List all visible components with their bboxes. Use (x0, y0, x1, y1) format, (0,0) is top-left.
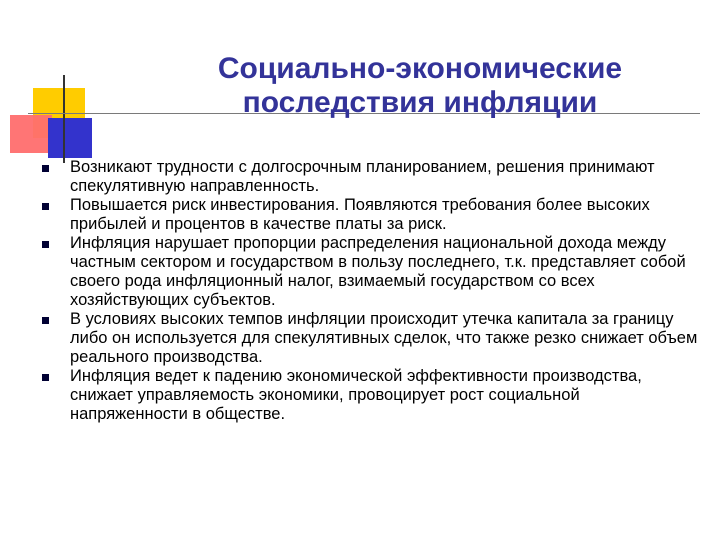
square-bullet-icon (42, 203, 49, 210)
square-bullet-icon (42, 317, 49, 324)
slide-title (150, 52, 690, 120)
bullet-text: Повышается риск инвестирования. Появляются требования более высоких прибылей и процентов в качестве платы за риск. (70, 196, 650, 233)
decorative-blue-square (48, 118, 92, 158)
bullet-item (0, 158, 720, 196)
bullet-item (0, 196, 720, 234)
decorative-red-square (10, 115, 52, 153)
bullet-list (0, 158, 720, 424)
bullet-item (0, 234, 720, 310)
bullet-item (0, 310, 720, 367)
bullet-text: Инфляция ведет к падению экономической эффективности производства, снижает управляемость экономики, провоцирует рост социальной напряженности в обществе. (70, 367, 642, 423)
slide-title-line-1: Социально-экономические (217, 52, 623, 85)
slide-title-line-2: последствия инфляции (242, 86, 598, 119)
decorative-vertical-line (63, 75, 65, 163)
square-bullet-icon (42, 241, 49, 248)
square-bullet-icon (42, 374, 49, 381)
bullet-text: Инфляция нарушает пропорции распределения национальной дохода между частным сектором и государством в пользу последнего, т.к. представляет собой своего рода инфляционный налог, взимаемый государством со всех хозяйствующих субъектов. (70, 234, 686, 309)
bullet-item (0, 367, 720, 424)
bullet-text: Возникают трудности с долгосрочным планированием, решения принимают спекулятивную направленность. (70, 158, 655, 195)
bullet-text: В условиях высоких темпов инфляции происходит утечка капитала за границу либо он используется для спекулятивных сделок, что также резко снижает объем реального производства. (70, 310, 698, 366)
square-bullet-icon (42, 165, 49, 172)
